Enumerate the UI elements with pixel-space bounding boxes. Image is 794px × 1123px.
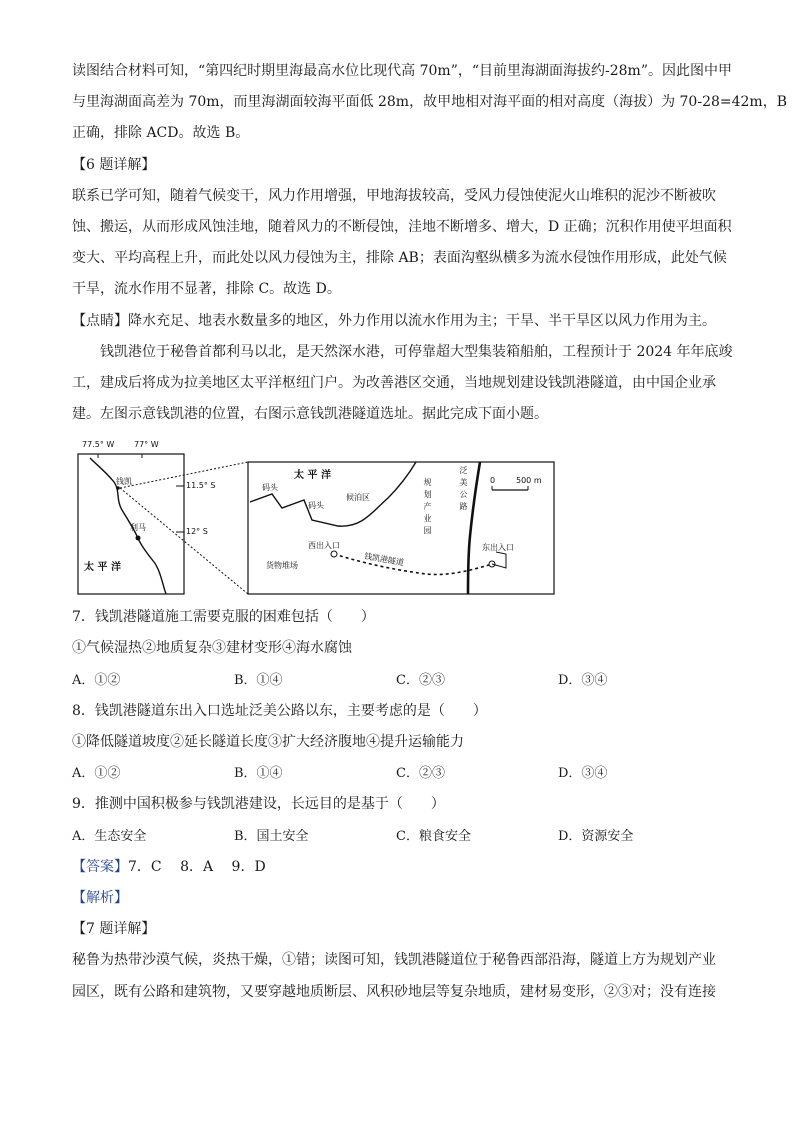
option-b: B．①④	[234, 766, 283, 782]
map-city-label: 利马	[130, 523, 146, 533]
document-page	[72, 62, 787, 1014]
map-ocean-label: 太 平 洋	[84, 562, 121, 574]
material-line: 钱凯港位于秘鲁首都利马以北，是天然深水港，可停靠超大型集装箱船舶，工程预计于 2024 年年底竣	[100, 343, 733, 360]
map-berth-label: 候泊区	[346, 493, 370, 503]
map-dock-label: 码头	[308, 501, 324, 511]
tip-line	[72, 312, 728, 331]
paragraph-line: 变大、平均高程上升，而此处以风力侵蚀为主，排除 AB；表面沟壑纵横多为流水侵蚀作用形成，此处气候	[72, 250, 727, 267]
option-a: A．①②	[72, 766, 121, 782]
map-latitude-label: 12° S	[186, 527, 208, 537]
tip-text: 降水充足、地表水数量多的地区，外力作用以流水作用为主；干旱、半干旱区以风力作用为主。	[128, 312, 716, 329]
section-heading-6: 【6 题详解】	[72, 156, 156, 173]
map-figure	[76, 436, 556, 596]
question-7-items: ①气候湿热②地质复杂③建材变形④海水腐蚀	[72, 640, 352, 657]
answer-label: 【答案】	[72, 858, 128, 875]
option-c: C．粮食安全	[396, 828, 471, 844]
map-latitude-label: 11.5° S	[186, 481, 216, 491]
option-d: D．资源安全	[558, 828, 634, 844]
section-heading-7: 【7 题详解】	[72, 921, 156, 938]
option-b: B．①④	[234, 672, 283, 688]
question-8-stem: 8．钱凯港隧道东出入口选址泛美公路以东，主要考虑的是（ ）	[72, 702, 487, 719]
analysis-label: 【解析】	[72, 889, 128, 906]
paragraph-line: 干旱，流水作用不显著，排除 C。故选 D。	[72, 281, 341, 298]
map-industrial-park-label: 规划产业园	[423, 478, 432, 539]
map-tunnel-label: 钱凯港隧道	[363, 551, 405, 568]
tip-label: 【点睛】	[72, 312, 128, 329]
answer-line	[72, 858, 728, 877]
option-d: D．③④	[558, 766, 608, 782]
map-drawing	[76, 436, 556, 596]
map-scale-length: 500 m	[516, 476, 542, 486]
paragraph-line: 联系已学可知，随着气候变干，风力作用增强，甲地海拔较高，受风力侵蚀使泥火山堆积的泥沙不断被吹	[72, 187, 716, 204]
option-c: C．②③	[396, 672, 445, 688]
material-line: 建。左图示意钱凯港的位置，右图示意钱凯港隧道选址。据此完成下面小题。	[72, 406, 548, 423]
map-dock-label: 码头	[262, 483, 278, 493]
answer-text: 7．C 8．A 9．D	[128, 858, 266, 875]
map-scale-zero: 0	[490, 476, 496, 486]
question-7-options	[72, 671, 728, 690]
map-east-exit-label: 东出入口	[482, 543, 514, 553]
paragraph-line: 与里海湖面高差为 70m，而里海湖面较海平面低 28m，故甲地相对海平面的相对高度（海拔）为 70-28=42m，B	[72, 94, 787, 111]
map-highway-label: 泛美公路	[459, 466, 468, 515]
paragraph-line: 园区，既有公路和建筑物，又要穿越地质断层、风积砂地层等复杂地质，建材易变形，②③对；没有连接	[72, 983, 716, 1000]
question-9-options	[72, 827, 728, 846]
question-9-stem: 9．推测中国积极参与钱凯港建设，长远目的是基于（ ）	[72, 796, 445, 813]
paragraph-line: 读图结合材料可知，“第四纪时期里海最高水位比现代高 70m”，“目前里海湖面海拔约-28m”。因此图中甲	[72, 63, 732, 79]
question-7-stem: 7．钱凯港隧道施工需要克服的困难包括（ ）	[72, 609, 375, 626]
option-a: A．①②	[72, 672, 121, 688]
option-d: D．③④	[558, 672, 608, 688]
option-b: B．国土安全	[234, 828, 309, 844]
option-c: C．②③	[396, 766, 445, 782]
map-yard-label: 货物堆场	[266, 561, 298, 571]
question-8-options	[72, 764, 728, 783]
map-west-exit-label: 西出入口	[308, 541, 340, 551]
paragraph-line: 蚀、搬运，从而形成风蚀洼地，随着风力的不断侵蚀，洼地不断增多、增大，D 正确；沉积作用使平坦面积	[72, 218, 732, 235]
question-8-items: ①降低隧道坡度②延长隧道长度③扩大经济腹地④提升运输能力	[72, 734, 464, 750]
paragraph-line: 正确，排除 ACD。故选 B。	[72, 125, 250, 142]
option-a: A．生态安全	[72, 828, 147, 844]
map-port-label: 钱凯	[116, 477, 132, 487]
map-longitude-label: 77.5° W	[82, 440, 115, 450]
paragraph-line: 秘鲁为热带沙漠气候，炎热干燥，①错；读图可知，钱凯港隧道位于秘鲁西部沿海，隧道上方为规划产业	[72, 952, 716, 969]
map-longitude-label: 77° W	[134, 440, 159, 450]
map-ocean-label: 太 平 洋	[294, 470, 331, 482]
material-line: 工，建成后将成为拉美地区太平洋枢纽门户。为改善港区交通，当地规划建设钱凯港隧道，由中国企业承	[72, 374, 716, 391]
